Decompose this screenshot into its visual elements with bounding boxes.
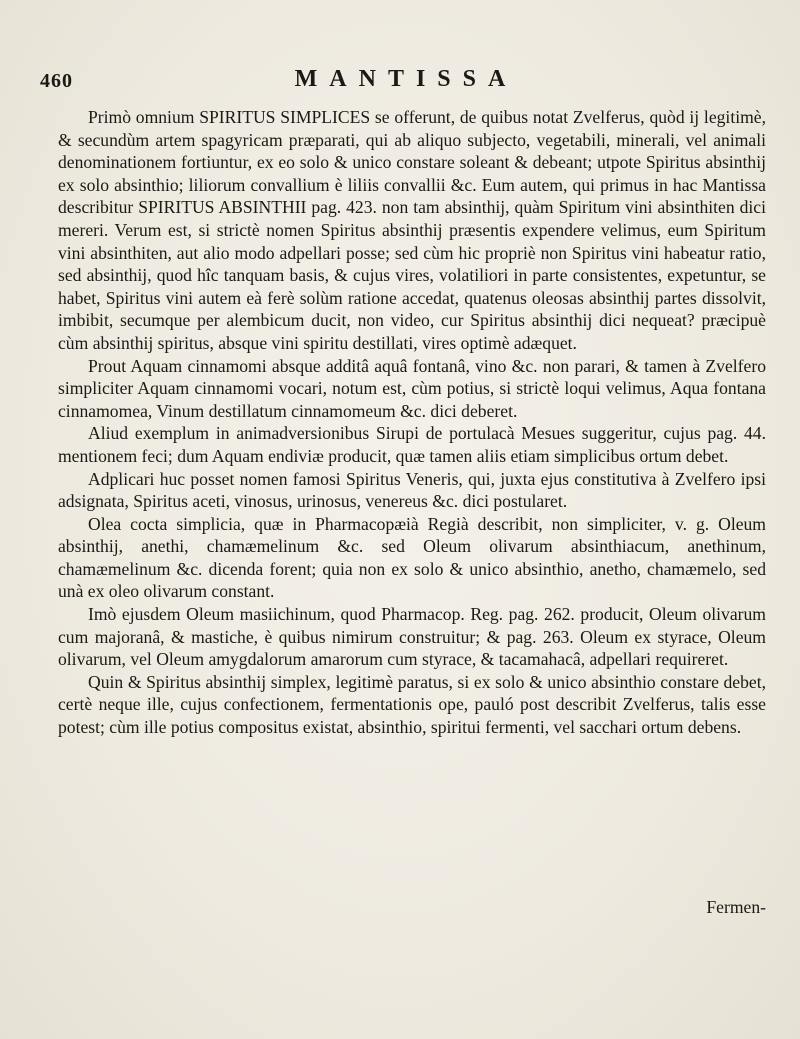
paragraph-sirupus-portulaca: Aliud exemplum in animadversionibus Sirupi de portulacà Mesues suggeritur, cujus pag. 44. mentionem feci; dum Aquam endiviæ producit, quæ tamen aliis etiam simplicibus ortum debet.	[58, 423, 766, 466]
paragraph-spiritus-absinthii: Quin & Spiritus absinthij simplex, legitimè paratus, si ex solo & unico absinthio constare debet, certè neque ille, cujus confectionem, fermentationis ope, pauló post describit Zvelferus, talis esse potest; cùm ille potius compositus existat, absinthio, spiritui fermenti, vel sacchari ortum debens.	[58, 671, 766, 738]
page-number: 460	[40, 70, 73, 92]
paragraph-olea-cocta: Olea cocta simplicia, quæ in Pharmacopæià Regià describit, non simpliciter, v. g. Oleum absinthij, anethi, chamæmelinum &c. sed Oleum olivarum absinthiacum, anethinum, chamæmelinum &c. dicenda forent; quia non ex solo & unico absinthio, anetho, chamæmelo, sed unà ex oleo olivarum constant.	[58, 513, 766, 602]
page-header	[40, 66, 760, 96]
paragraph-oleum-mastichinum: Imò ejusdem Oleum masiichinum, quod Pharmacop. Reg. pag. 262. producit, Oleum olivarum cum majoranâ, & mastiche, è quibus nimirum construitur; & pag. 263. Oleum ex styrace, Oleum olivarum, vel Oleum amygdalorum amarorum cum styrace, & tacamahacâ, adpellari requireret.	[58, 604, 766, 670]
paragraph-spiritus-simplices: Primò omnium SPIRITUS SIMPLICES se offerunt, de quibus notat Zvelferus, quòd ij legitimè, & secundùm artem spagyricam præparati, qui ab aliquo subjecto, vegetabili, minerali, vel animali denominationem fortiuntur, ex eo solo & unico constare soleant & debeant; utpote Spiritus absinthij ex solo absinthio; liliorum convallium è liliis convallii &c. Eum autem, qui primus in hac Mantissa describitur SPIRITUS ABSINTHII pag. 423. non tam absinthij, quàm Spiritum vini absinthiten dici mereri. Verum est, si strictè nomen Spiritus absinthij præsentis expendere velimus, eum Spiritum vini absinthiten, aut alio modo adpellari posse; sed cùm hic propriè non Spiritus vini habeatur ratio, sed absinthij, quod hîc tanquam basis, & cujus vires, volatiliori in parte consistentes, expetuntur, se habet, Spiritus vini autem eà ferè solùm ratione accedat, quatenus oleosas absinthij partes dissolvit, imbibit, secumque per alembicum ducit, non video, cur Spiritus absinthij dici nequeat? præcipuè cùm absinthij spiritus, absque vini spiritu destillati, vires optimè adæquet.	[58, 107, 766, 353]
paragraph-aqua-cinnamomi: Prout Aquam cinnamomi absque additâ aquâ fontanâ, vino &c. non parari, & tamen à Zvelfero simpliciter Aquam cinnamomi vocari, notum est, cùm potius, si strictè loqui velimus, Aqua fontana cinnamomea, Vinum destillatum cinnamomeum &c. dici deberet.	[58, 355, 766, 421]
catchword: Fermen-	[706, 897, 766, 917]
body-text	[58, 106, 766, 739]
running-title: MANTISSA	[294, 66, 518, 92]
paragraph-spiritus-veneris: Adplicari huc posset nomen famosi Spiritus Veneris, qui, juxta ejus constitutiva à Zvelfero ipsi adsignata, Spiritus aceti, vinosus, urinosus, venereus &c. dici postularet.	[58, 468, 766, 512]
